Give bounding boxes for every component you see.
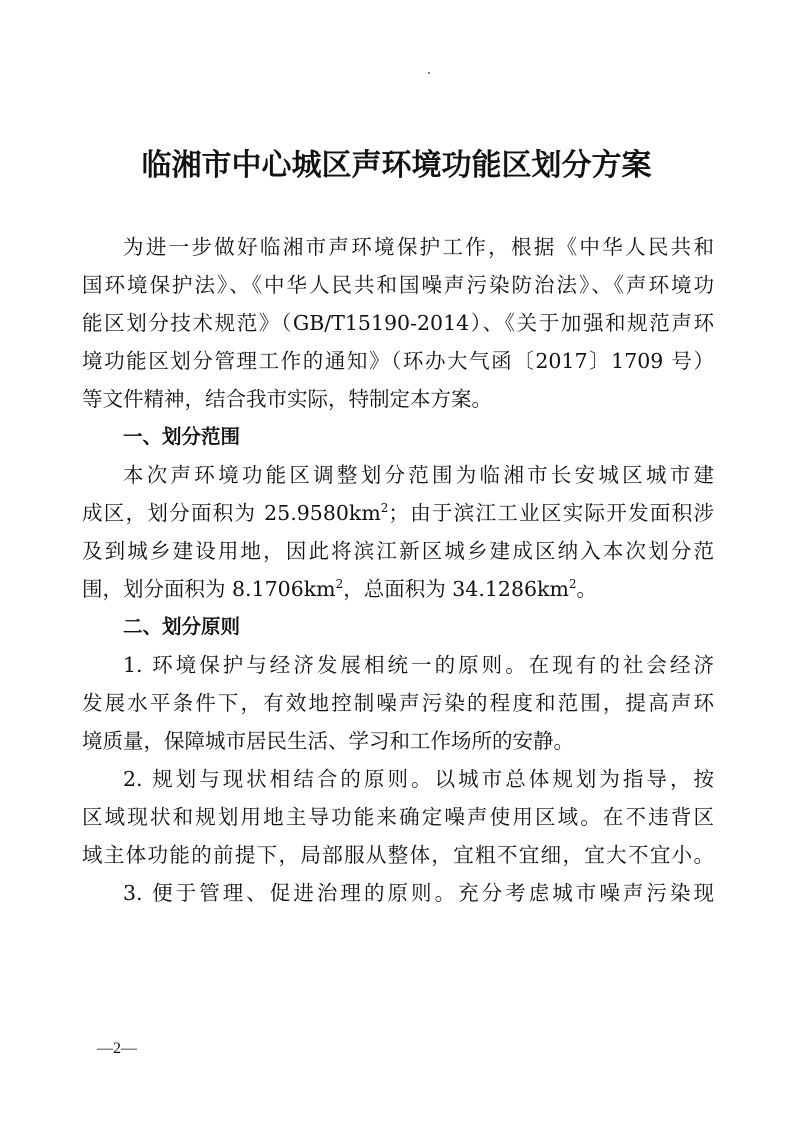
- intro-line: 境功能区划分管理工作的通知》（环办大气函〔2017〕1709 号）: [82, 349, 714, 373]
- scope-line-total: [82, 570, 714, 608]
- scope-text: 。: [576, 577, 598, 601]
- intro-line: 能区划分技术规范》（GB/T15190-2014）、《关于加强和规范声环: [82, 311, 714, 335]
- superscript: 2: [568, 577, 577, 592]
- scope-text: ，总面积为 34.1286km: [343, 577, 569, 601]
- principle-2-line: 2. 规划与现状相结合的原则。以城市总体规划为指导，按: [123, 767, 714, 791]
- page-number: —2—: [97, 1040, 137, 1057]
- superscript: 2: [380, 501, 389, 516]
- principle-1-line: 1. 环境保护与经济发展相统一的原则。在现有的社会经济: [123, 653, 714, 677]
- intro-line: 国环境保护法》、《中华人民共和国噪声污染防治法》、《声环境功: [82, 273, 714, 297]
- scope-text: 成区，划分面积为 25.9580km: [82, 501, 381, 525]
- principle-2-line: 域主体功能的前提下，局部服从整体，宜粗不宜细，宜大不宜小。: [82, 843, 714, 867]
- section-heading-principles: 二、划分原则: [123, 615, 241, 638]
- document-body: [82, 228, 714, 912]
- document-title: 临湘市中心城区声环境功能区划分方案: [141, 148, 652, 183]
- superscript: 2: [335, 577, 344, 592]
- principle-1-line: 境质量，保障城市居民生活、学习和工作场所的安静。: [82, 729, 574, 753]
- principle-2-line: 区域现状和规划用地主导功能来确定噪声使用区域。在不违背区: [82, 805, 714, 829]
- scope-text: ；由于滨江工业区实际开发面积涉: [388, 501, 715, 525]
- principle-3-line: 3. 便于管理、促进治理的原则。充分考虑城市噪声污染现: [123, 881, 714, 905]
- principle-1-line: 发展水平条件下，有效地控制噪声污染的程度和范围，提高声环: [82, 691, 714, 715]
- scope-line: 本次声环境功能区调整划分范围为临湘市长安城区城市建: [123, 463, 714, 487]
- scope-line-area: [82, 494, 714, 532]
- scope-text: 围，划分面积为 8.1706km: [82, 577, 336, 601]
- section-heading-scope: 一、划分范围: [123, 425, 241, 448]
- scan-speck: [428, 72, 430, 74]
- scope-line: 及到城乡建设用地，因此将滨江新区城乡建成区纳入本次划分范: [82, 539, 714, 563]
- intro-line: 等文件精神，结合我市实际，特制定本方案。: [82, 387, 492, 411]
- intro-line: 为进一步做好临湘市声环境保护工作，根据《中华人民共和: [123, 235, 714, 259]
